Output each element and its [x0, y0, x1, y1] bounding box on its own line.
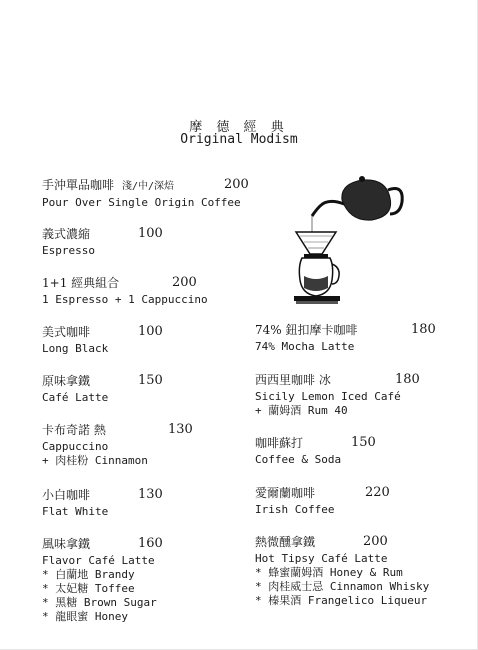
item-option: * 太妃糖 Toffee [42, 582, 135, 595]
item-option: * 黑糖 Brown Sugar [42, 596, 157, 609]
item-price: 160 [138, 536, 163, 551]
menu-title-en: Original Modism [180, 132, 298, 147]
item-name-en: Cappuccino [42, 440, 109, 453]
item-price: 180 [395, 372, 420, 387]
menu-item-coffee-soda [255, 435, 376, 467]
item-price: 220 [365, 485, 390, 500]
item-price: 150 [138, 373, 163, 388]
item-name-zh: 1+1 經典組合 [42, 276, 120, 290]
item-option: * 龍眼蜜 Honey [42, 610, 128, 623]
item-name-en: Hot Tipsy Café Latte [255, 552, 388, 565]
item-price: 100 [138, 226, 163, 241]
item-option: * 蜂蜜蘭姆酒 Honey & Rum [255, 566, 403, 579]
item-name-zh: 手沖單品咖啡 [42, 178, 115, 192]
item-price: 200 [363, 534, 388, 549]
item-name-en: Flat White [42, 505, 109, 518]
menu-item-espresso [42, 226, 163, 258]
menu-item-flat-white [42, 487, 163, 519]
item-name-zh: 咖啡蘇打 [255, 436, 304, 450]
menu-item-pour-over [42, 177, 249, 210]
item-price: 130 [168, 422, 193, 437]
item-price: 200 [224, 177, 249, 192]
item-name-en: Long Black [42, 342, 109, 355]
menu-item-cappuccino [42, 422, 193, 468]
menu-item-long-black [42, 324, 163, 356]
menu-item-cafe-latte [42, 373, 163, 405]
item-name-en: Sicily Lemon Iced Café [255, 390, 401, 403]
item-price: 180 [411, 322, 436, 337]
menu-item-irish-coffee [255, 485, 390, 517]
menu-item-mocha [255, 322, 436, 354]
menu-title-zh: 摩 德 經 典 [189, 120, 289, 135]
menu-item-flavor-latte [42, 536, 163, 624]
item-name-en: Coffee & Soda [255, 453, 342, 466]
item-name-zh: 卡布奇諾 熱 [42, 423, 106, 437]
item-option: * 白蘭地 Brandy [42, 568, 135, 581]
item-name-zh: 西西里咖啡 冰 [255, 373, 331, 387]
item-name-zh: 風味拿鐵 [42, 537, 91, 551]
item-price: 130 [138, 487, 163, 502]
item-price: 150 [351, 435, 376, 450]
item-name-zh: 小白咖啡 [42, 488, 91, 502]
item-name-en: Pour Over Single Origin Coffee [42, 196, 241, 209]
item-name-zh: 熱微醺拿鐵 [255, 535, 316, 549]
item-name-zh: 愛爾蘭咖啡 [255, 486, 316, 500]
item-option: + 肉桂粉 Cinnamon [42, 454, 148, 467]
item-name-en: Irish Coffee [255, 503, 335, 516]
item-roast-options: 淺/中/深焙 [122, 181, 175, 192]
item-price: 100 [138, 324, 163, 339]
item-name-zh: 原味拿鐵 [42, 374, 91, 388]
menu-item-sicily [255, 372, 420, 418]
item-name-en: Flavor Café Latte [42, 554, 155, 567]
item-name-en: 1 Espresso + 1 Cappuccino [42, 293, 208, 306]
item-name-en: Café Latte [42, 391, 109, 404]
item-name-zh: 74% 鈕扣摩卡咖啡 [255, 323, 358, 337]
item-option: * 肉桂威士忌 Cinnamon Whisky [255, 580, 430, 593]
menu-item-combo [42, 276, 208, 307]
item-option: * 榛果酒 Frangelico Liqueur [255, 594, 428, 607]
menu-item-tipsy-latte [255, 535, 429, 608]
pour-over-kettle-icon [290, 170, 410, 310]
item-name-en: 74% Mocha Latte [255, 340, 355, 353]
item-price: 200 [172, 275, 197, 290]
item-name-en: Espresso [42, 244, 95, 257]
item-option: + 蘭姆酒 Rum 40 [255, 404, 348, 417]
item-name-zh: 美式咖啡 [42, 325, 91, 339]
item-name-zh: 義式濃縮 [42, 227, 91, 241]
